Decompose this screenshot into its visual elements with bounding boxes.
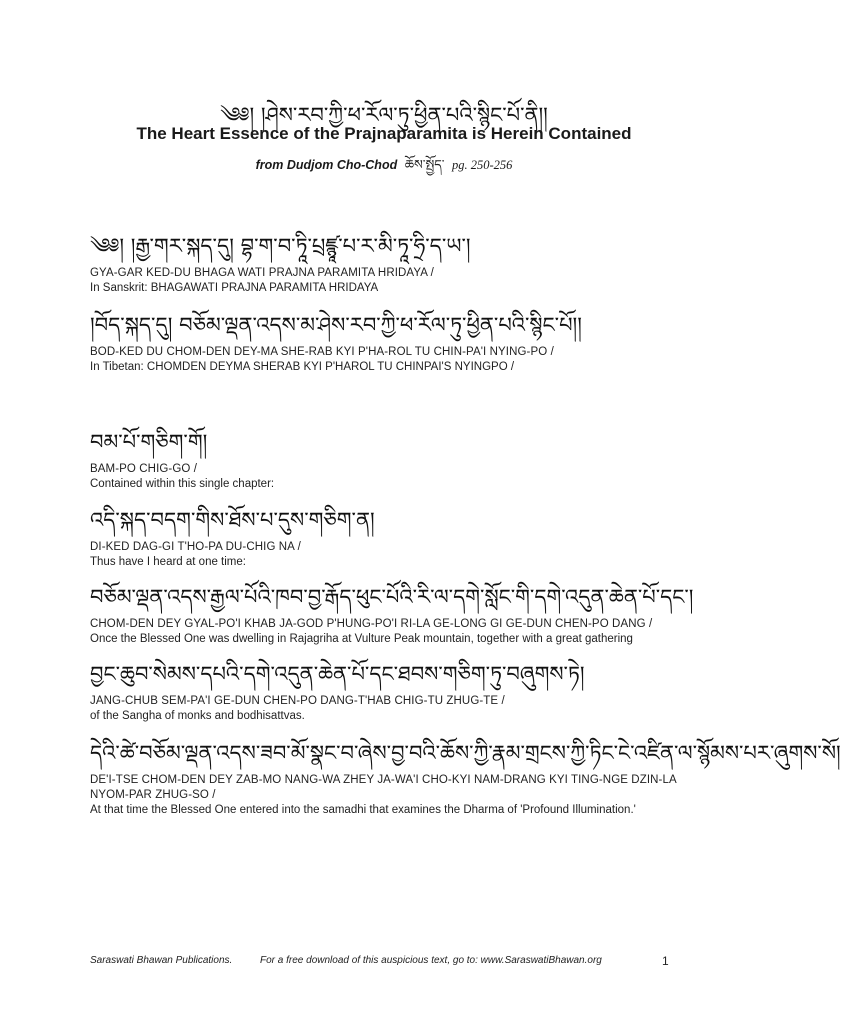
tibetan-title: ༄༅། །ཤེས་རབ་ཀྱི་ཕ་རོལ་ཏུ་ཕྱིན་པའི་སྙིང་པོ་ནི།། — [220, 103, 548, 127]
verse-2 — [90, 311, 690, 375]
source-tibetan: ཆོས་སྤྱོད་ — [404, 158, 445, 173]
verse-6 — [90, 660, 690, 724]
publisher-name: Saraswati Bhawan Publications. — [90, 955, 233, 966]
verse-translation: of the Sangha of monks and bodhisattvas. — [90, 710, 305, 722]
verse-4 — [90, 506, 690, 570]
verse-tibetan: བཅོམ་ལྡན་འདས་རྒྱལ་པོའི་ཁབ་བྱ་རྒོད་ཕུང་པོའི་རི་ལ་དགེ་སློང་གི་དགེ་འདུན་ཆེན་པོ་དང་། — [90, 585, 694, 609]
verse-tibetan: ༄༅། །རྒྱ་གར་སྐད་དུ། བྷ་ག་བ་ཏཱི་པྲཛྙཱ་པ་ར་མི་ཏཱ་ཧྲི་ད་ཡ་། — [90, 234, 471, 258]
verse-translation: Once the Blessed One was dwelling in Rajagriha at Vulture Peak mountain, together with a great gathering — [90, 633, 633, 645]
source-pages: pg. 250-256 — [451, 158, 513, 172]
verse-translation: In Sanskrit: BHAGAWATI PRAJNA PARAMITA HRIDAYA — [90, 282, 379, 294]
verse-transliteration: BAM-PO CHIG-GO / — [90, 463, 198, 475]
verse-tibetan: བམ་པོ་གཅིག་གོ། — [90, 430, 208, 454]
verse-tibetan: དེའི་ཚེ་བཅོམ་ལྡན་འདས་ཟབ་མོ་སྣང་བ་ཞེས་བྱ་བའི་ཆོས་ཀྱི་རྣམ་གྲངས་ཀྱི་ཏིང་ངེ་འཛིན་ལ་སྙོམས་པར་ཞུགས་སོ། — [90, 741, 841, 765]
verse-tibetan: །བོད་སྐད་དུ། བཅོམ་ལྡན་འདས་མ་ཤེས་རབ་ཀྱི་ཕ་རོལ་ཏུ་ཕྱིན་པའི་སྙིང་པོ།། — [90, 313, 582, 337]
verse-translation: In Tibetan: CHOMDEN DEYMA SHERAB KYI P'HAROL TU CHINPAI'S NYINGPO / — [90, 361, 515, 373]
page-number: 1 — [662, 954, 669, 968]
page-footer — [90, 955, 670, 971]
verse-5 — [90, 583, 694, 647]
verse-transliteration: GYA-GAR KED-DU BHAGA WATI PRAJNA PARAMITA HRIDAYA / — [90, 267, 434, 279]
source-line — [0, 150, 768, 187]
page-title: The Heart Essence of the Prajnaparamita is Herein Contained — [136, 124, 632, 143]
verse-7 — [90, 739, 841, 818]
verse-translation: Thus have I heard at one time: — [90, 556, 246, 568]
verse-transliteration: DE'I-TSE CHOM-DEN DEY ZAB-MO NANG-WA ZHEY JA-WA'I CHO-KYI NAM-DRANG KYI TING-NGE DZIN-LA NYOM-PAR ZHUG-SO / — [90, 774, 677, 801]
verse-translation: Contained within this single chapter: — [90, 478, 275, 490]
verse-tibetan: བྱང་ཆུབ་སེམས་དཔའི་དགེ་འདུན་ཆེན་པོ་དང་ཐབས་གཅིག་ཏུ་བཞུགས་ཏེ། — [90, 662, 585, 686]
source-from: from Dudjom Cho-Chod — [255, 158, 398, 172]
download-note: For a free download of this auspicious text, go to: www.SaraswatiBhawan.org — [260, 955, 602, 966]
verse-transliteration: CHOM-DEN DEY GYAL-PO'I KHAB JA-GOD P'HUNG-PO'I RI-LA GE-LONG GI GE-DUN CHEN-PO DANG / — [90, 618, 653, 630]
verse-transliteration: DI-KED DAG-GI T'HO-PA DU-CHIG NA / — [90, 541, 301, 553]
verse-transliteration: BOD-KED DU CHOM-DEN DEY-MA SHE-RAB KYI P'HA-ROL TU CHIN-PA'I NYING-PO / — [90, 346, 554, 358]
verse-1 — [90, 232, 690, 296]
verse-translation: At that time the Blessed One entered into the samadhi that examines the Dharma of 'Profound Illumination.' — [90, 804, 636, 816]
verse-transliteration: JANG-CHUB SEM-PA'I GE-DUN CHEN-PO DANG-T'HAB CHIG-TU ZHUG-TE / — [90, 695, 505, 707]
verse-tibetan: འདི་སྐད་བདག་གིས་ཐོས་པ་དུས་གཅིག་ན། — [90, 508, 375, 532]
verse-3 — [90, 428, 690, 492]
